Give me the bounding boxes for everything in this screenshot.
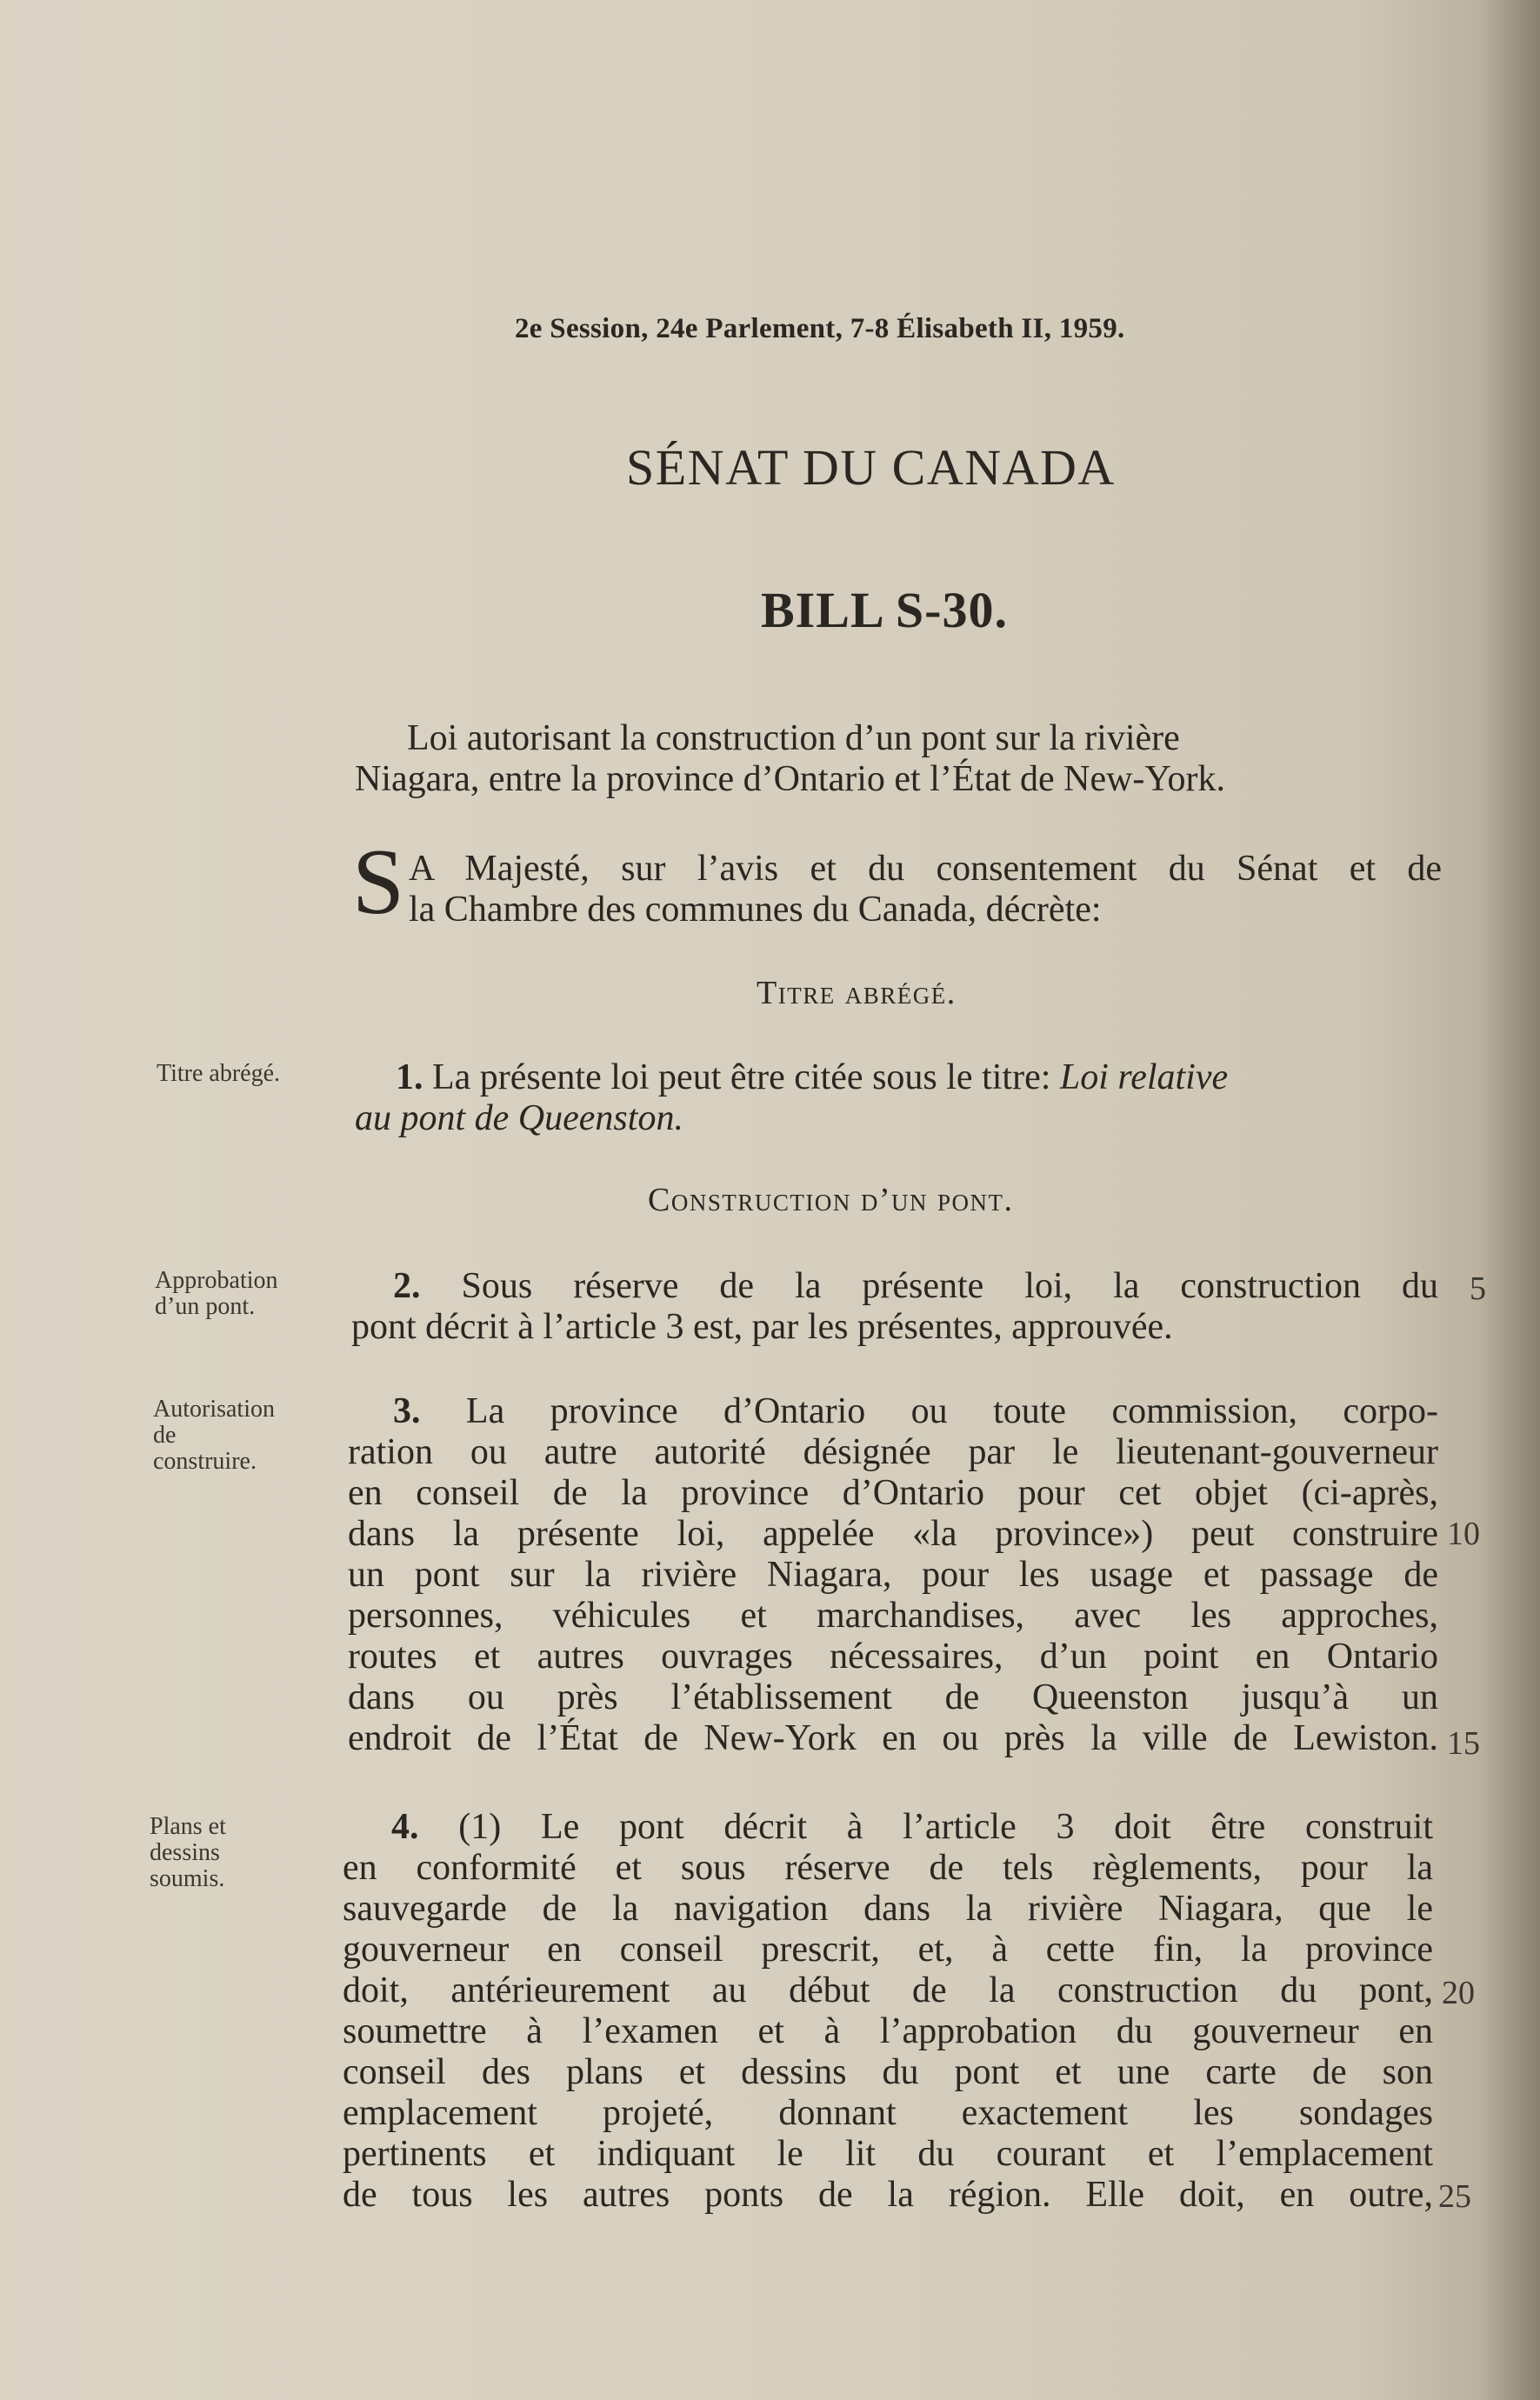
- section-3-line: dans la présente loi, appelée «la province») peut construire: [348, 1514, 1438, 1554]
- section-3-text: La province d’Ontario ou toute commission, corpo-: [465, 1391, 1439, 1431]
- section-3-line: un pont sur la rivière Niagara, pour les usage et passage de: [348, 1555, 1438, 1595]
- margin-line: Autorisation: [153, 1396, 275, 1423]
- short-title-italic: Loi relative: [1059, 1057, 1229, 1097]
- section-4-line: [343, 1807, 1433, 1848]
- section-3-line: routes et autres ouvrages nécessaires, d’un point en Ontario: [348, 1637, 1438, 1677]
- margin-note-s2: [155, 1268, 278, 1320]
- enacting-clause: [409, 849, 1442, 930]
- bill-number: BILL S-30.: [761, 582, 1008, 638]
- section-number: 2.: [393, 1266, 421, 1306]
- section-4-line: conseil des plans et dessins du pont et une carte de son: [343, 2052, 1433, 2092]
- margin-line: dessins: [150, 1839, 220, 1866]
- section-number: 3.: [393, 1391, 421, 1431]
- session-line: 2e Session, 24e Parlement, 7-8 Élisabeth II, 1959.: [515, 313, 1125, 344]
- margin-line: d’un pont.: [155, 1293, 256, 1320]
- line-number: 5: [1470, 1270, 1486, 1307]
- enacting-line: la Chambre des communes du Canada, décrète:: [409, 890, 1102, 930]
- line-number: 10: [1447, 1516, 1480, 1552]
- section-4-text: (1) Le pont décrit à l’article 3 doit être construit: [458, 1807, 1433, 1847]
- short-title-italic-line2: au pont de Queenston.: [355, 1098, 683, 1138]
- section-1: [355, 1057, 1442, 1139]
- senate-title: SÉNAT DU CANADA: [626, 439, 1116, 496]
- margin-line: Plans et: [150, 1813, 226, 1840]
- line-number: 20: [1442, 1975, 1475, 2011]
- section-3-line: ration ou autre autorité désignée par le lieutenant-gouverneur: [348, 1432, 1438, 1472]
- line-number: 25: [1438, 2178, 1471, 2215]
- margin-note-s4: [150, 1814, 226, 1892]
- enacting-line: A Majesté, sur l’avis et du consentement du Sénat et de: [409, 849, 1442, 889]
- section-1-text: La présente loi peut être citée sous le titre:: [432, 1057, 1051, 1097]
- heading-construction: Construction d’un pont.: [648, 1182, 1014, 1218]
- long-title-line: Niagara, entre la province d’Ontario et l’État de New-York.: [355, 759, 1226, 799]
- drop-cap: S: [352, 830, 405, 934]
- margin-line: construire.: [153, 1448, 257, 1475]
- section-4-line: de tous les autres ponts de la région. Elle doit, en outre,: [343, 2175, 1433, 2215]
- section-number: 4.: [391, 1807, 419, 1847]
- margin-line: soumis.: [150, 1865, 225, 1892]
- section-4-line: soumettre à l’examen et à l’approbation du gouverneur en: [343, 2011, 1433, 2051]
- section-3-line: en conseil de la province d’Ontario pour cet objet (ci-après,: [348, 1473, 1438, 1513]
- margin-line: Approbation: [155, 1267, 278, 1294]
- line-number: 15: [1447, 1725, 1480, 1762]
- section-3-line: [348, 1391, 1438, 1432]
- margin-note-s1: Titre abrégé.: [157, 1060, 281, 1087]
- margin-line: de: [153, 1422, 177, 1449]
- section-3-line: personnes, véhicules et marchandises, avec les approches,: [348, 1596, 1438, 1636]
- section-2: [351, 1266, 1438, 1348]
- section-number: 1.: [396, 1057, 423, 1097]
- section-1-line: [355, 1057, 1442, 1098]
- section-3-line: dans ou près l’établissement de Queenston jusqu’à un: [348, 1677, 1438, 1717]
- section-4-line: emplacement projeté, donnant exactement les sondages: [343, 2093, 1433, 2133]
- section-2-line: [351, 1266, 1438, 1307]
- bill-long-title: [355, 718, 1442, 800]
- long-title-line: Loi autorisant la construction d’un pont sur la rivière: [407, 718, 1180, 758]
- section-2-text: Sous réserve de la présente loi, la construction du: [461, 1266, 1439, 1306]
- margin-note-s3: [153, 1397, 275, 1475]
- section-4: [343, 1807, 1433, 2216]
- heading-short-title: Titre abrégé.: [757, 975, 957, 1011]
- section-4-line: sauvegarde de la navigation dans la rivière Niagara, que le: [343, 1889, 1433, 1929]
- section-3-line: endroit de l’État de New-York en ou près la ville de Lewiston.: [348, 1718, 1438, 1758]
- section-4-line: gouverneur en conseil prescrit, et, à cette fin, la province: [343, 1930, 1433, 1970]
- section-4-line: doit, antérieurement au début de la construction du pont,: [343, 1970, 1433, 2010]
- section-4-line: en conformité et sous réserve de tels règlements, pour la: [343, 1848, 1433, 1888]
- section-4-line: pertinents et indiquant le lit du courant et l’emplacement: [343, 2134, 1433, 2174]
- section-2-line: pont décrit à l’article 3 est, par les présentes, approuvée.: [351, 1307, 1173, 1347]
- section-3: [348, 1391, 1438, 1759]
